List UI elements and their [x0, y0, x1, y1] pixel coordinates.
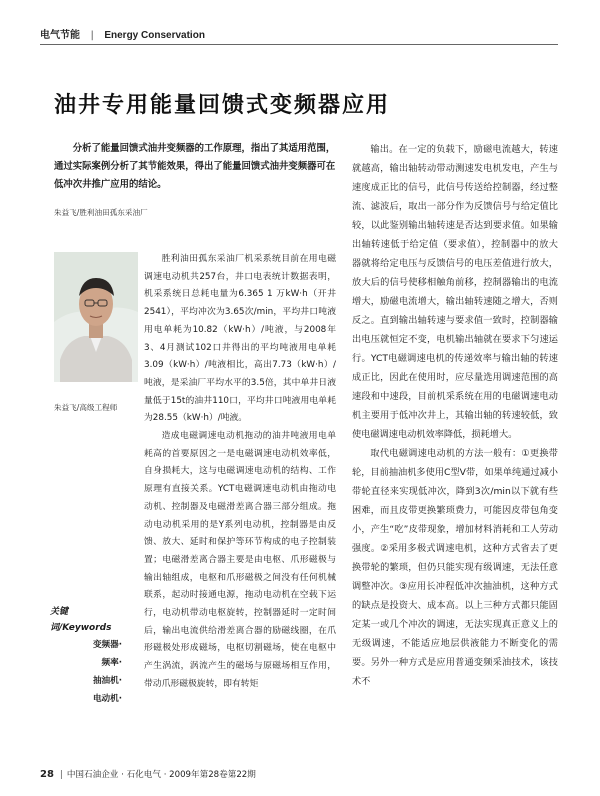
header-rule [40, 44, 558, 45]
abstract: 分析了能量回馈式油井变频器的工作原理，指出了其适用范围，通过实际案例分析了其节能效果，得出了能量回馈式油井变频器可在低冲次井推广应用的结论。 [54, 143, 336, 190]
header-separator: | [90, 30, 94, 41]
footer-separator: | [59, 770, 63, 780]
keywords-label: 关键词/Keywords [50, 607, 112, 633]
section-name-en: Energy Conservation [104, 30, 205, 41]
section-header [40, 26, 205, 41]
article-title: 油井专用能量回馈式变频器应用 [54, 92, 391, 118]
keyword-item: 抽油机· [92, 676, 122, 686]
body-column-middle [144, 251, 336, 694]
keyword-item: 频率· [101, 658, 122, 668]
body-paragraph: 取代电磁调速电动机的方法一般有：①更换带轮，目前抽油机多使用C型V带，如果单纯通过减小带轮直径来实现低冲次，降到3次/min以下就有些困难，而且皮带更换繁琐费力，可能因皮带包角变小，产生“吃”皮带现象，增加材料消耗和工人劳动强度。②采用多极式调速电机，这种方式省去了更换带轮的繁琐，但仍只能实现有级调速，无法任意调整冲次。③应用长冲程低冲次抽油机，这种方式的缺点是投资大、成本高。以上三种方式都只能固定某一或几个冲次的调速，无法实现真正意义上的无级调速，不能适应地层供液能力不断变化的需要。另外一种方式是应用普通变频采油技术，该技术不 [352, 448, 558, 687]
body-paragraph: 胜利油田孤东采油厂机采系统目前在用电磁调速电动机共257台，井口电表统计数据表明，机采系统日总耗电量为6.365 1 万kW·h（开井2541），平均冲次为3.65次/min，平均井口吨液用电单耗为10.82（kW·h）/吨液，与2008年3、4月测试102口井得出的平均吨液用电单耗3.09（kW·h）/吨液相比，高出7.73（kW·h）/吨液，是采油厂平均水平的3.5倍，其中单井日液量低于15t的油井110口，平均井口吨液用电单耗为28.55（kW·h）/吨液。 [144, 254, 336, 424]
keywords-block [50, 604, 126, 708]
author-affiliation: 朱益飞/胜利油田孤东采油厂 [54, 208, 148, 217]
keyword-item: 变频器· [92, 640, 122, 650]
portrait-image [54, 252, 138, 382]
journal-citation: 中国石油企业 · 石化电气 · 2009年第28卷第22期 [66, 770, 256, 780]
body-paragraph: 输出。在一定的负载下，励磁电流越大，转速就越高，输出轴转动带动测速发电机发电，产生与速度成正比的信号，此信号传送给控制器，经过整流、滤波后，取出一部分作为反馈信号与给定值比较，以此鉴别输出轴转速是否达到要求值。如果输出轴转速低于给定值（要求值），控制器中的放大器就将给定电压与反馈信号的电压差值进行放大，放大后的信号使移相触角前移，控制器输出的电流增大，励磁电流增大，输出轴转速随之增大，否则反之。直到输出轴转速与要求值一致时，控制器输出电压就恒定不变，电机输出轴就在要求下匀速运行。YCT电磁调速电机的传递效率与输出轴的转速成正比，因此在使用时，应尽量选用调速范围的高速段和中速段，目前机采系统在用的电磁调速电动机主要用于低冲次井上，其输出轴的转速较低，致使电磁调速电动机效率降低，损耗增大。 [352, 144, 558, 440]
author-photo [54, 252, 138, 382]
page-number: 28 [40, 769, 54, 780]
photo-caption: 朱益飞/高级工程师 [54, 403, 118, 412]
section-name-cn: 电气节能 [40, 30, 80, 41]
keyword-item: 电动机· [92, 694, 122, 704]
page-footer [40, 768, 256, 780]
body-column-right [352, 140, 558, 691]
body-paragraph: 造成电磁调速电动机拖动的油井吨液用电单耗高的首要原因之一是电磁调速电动机效率低，自身损耗大，这与电磁调速电动机的结构、工作原理有直接关系。YCT电磁调速电动机由拖动电动机、控制器及电磁滑差离合器三部分组成。拖动电动机采用的是Y系列电动机，控制器是由反馈、放大、延时和保护等环节构成的电子控制装置；电磁滑差离合器主要是由电枢、爪形磁极与输出轴组成，电枢和爪形磁极之间没有任何机械联系，起动时接通电源，拖动电动机在空载下运行，电动机带动电枢旋转，控制器延时一定时间后，输出电流供给滑差离合器的励磁线圈，在爪形磁极处形成磁场，电枢切割磁场，使在电枢中产生涡流，涡流产生的磁场与原磁场相互作用，带动爪形磁极旋转，即有转矩 [144, 431, 336, 689]
